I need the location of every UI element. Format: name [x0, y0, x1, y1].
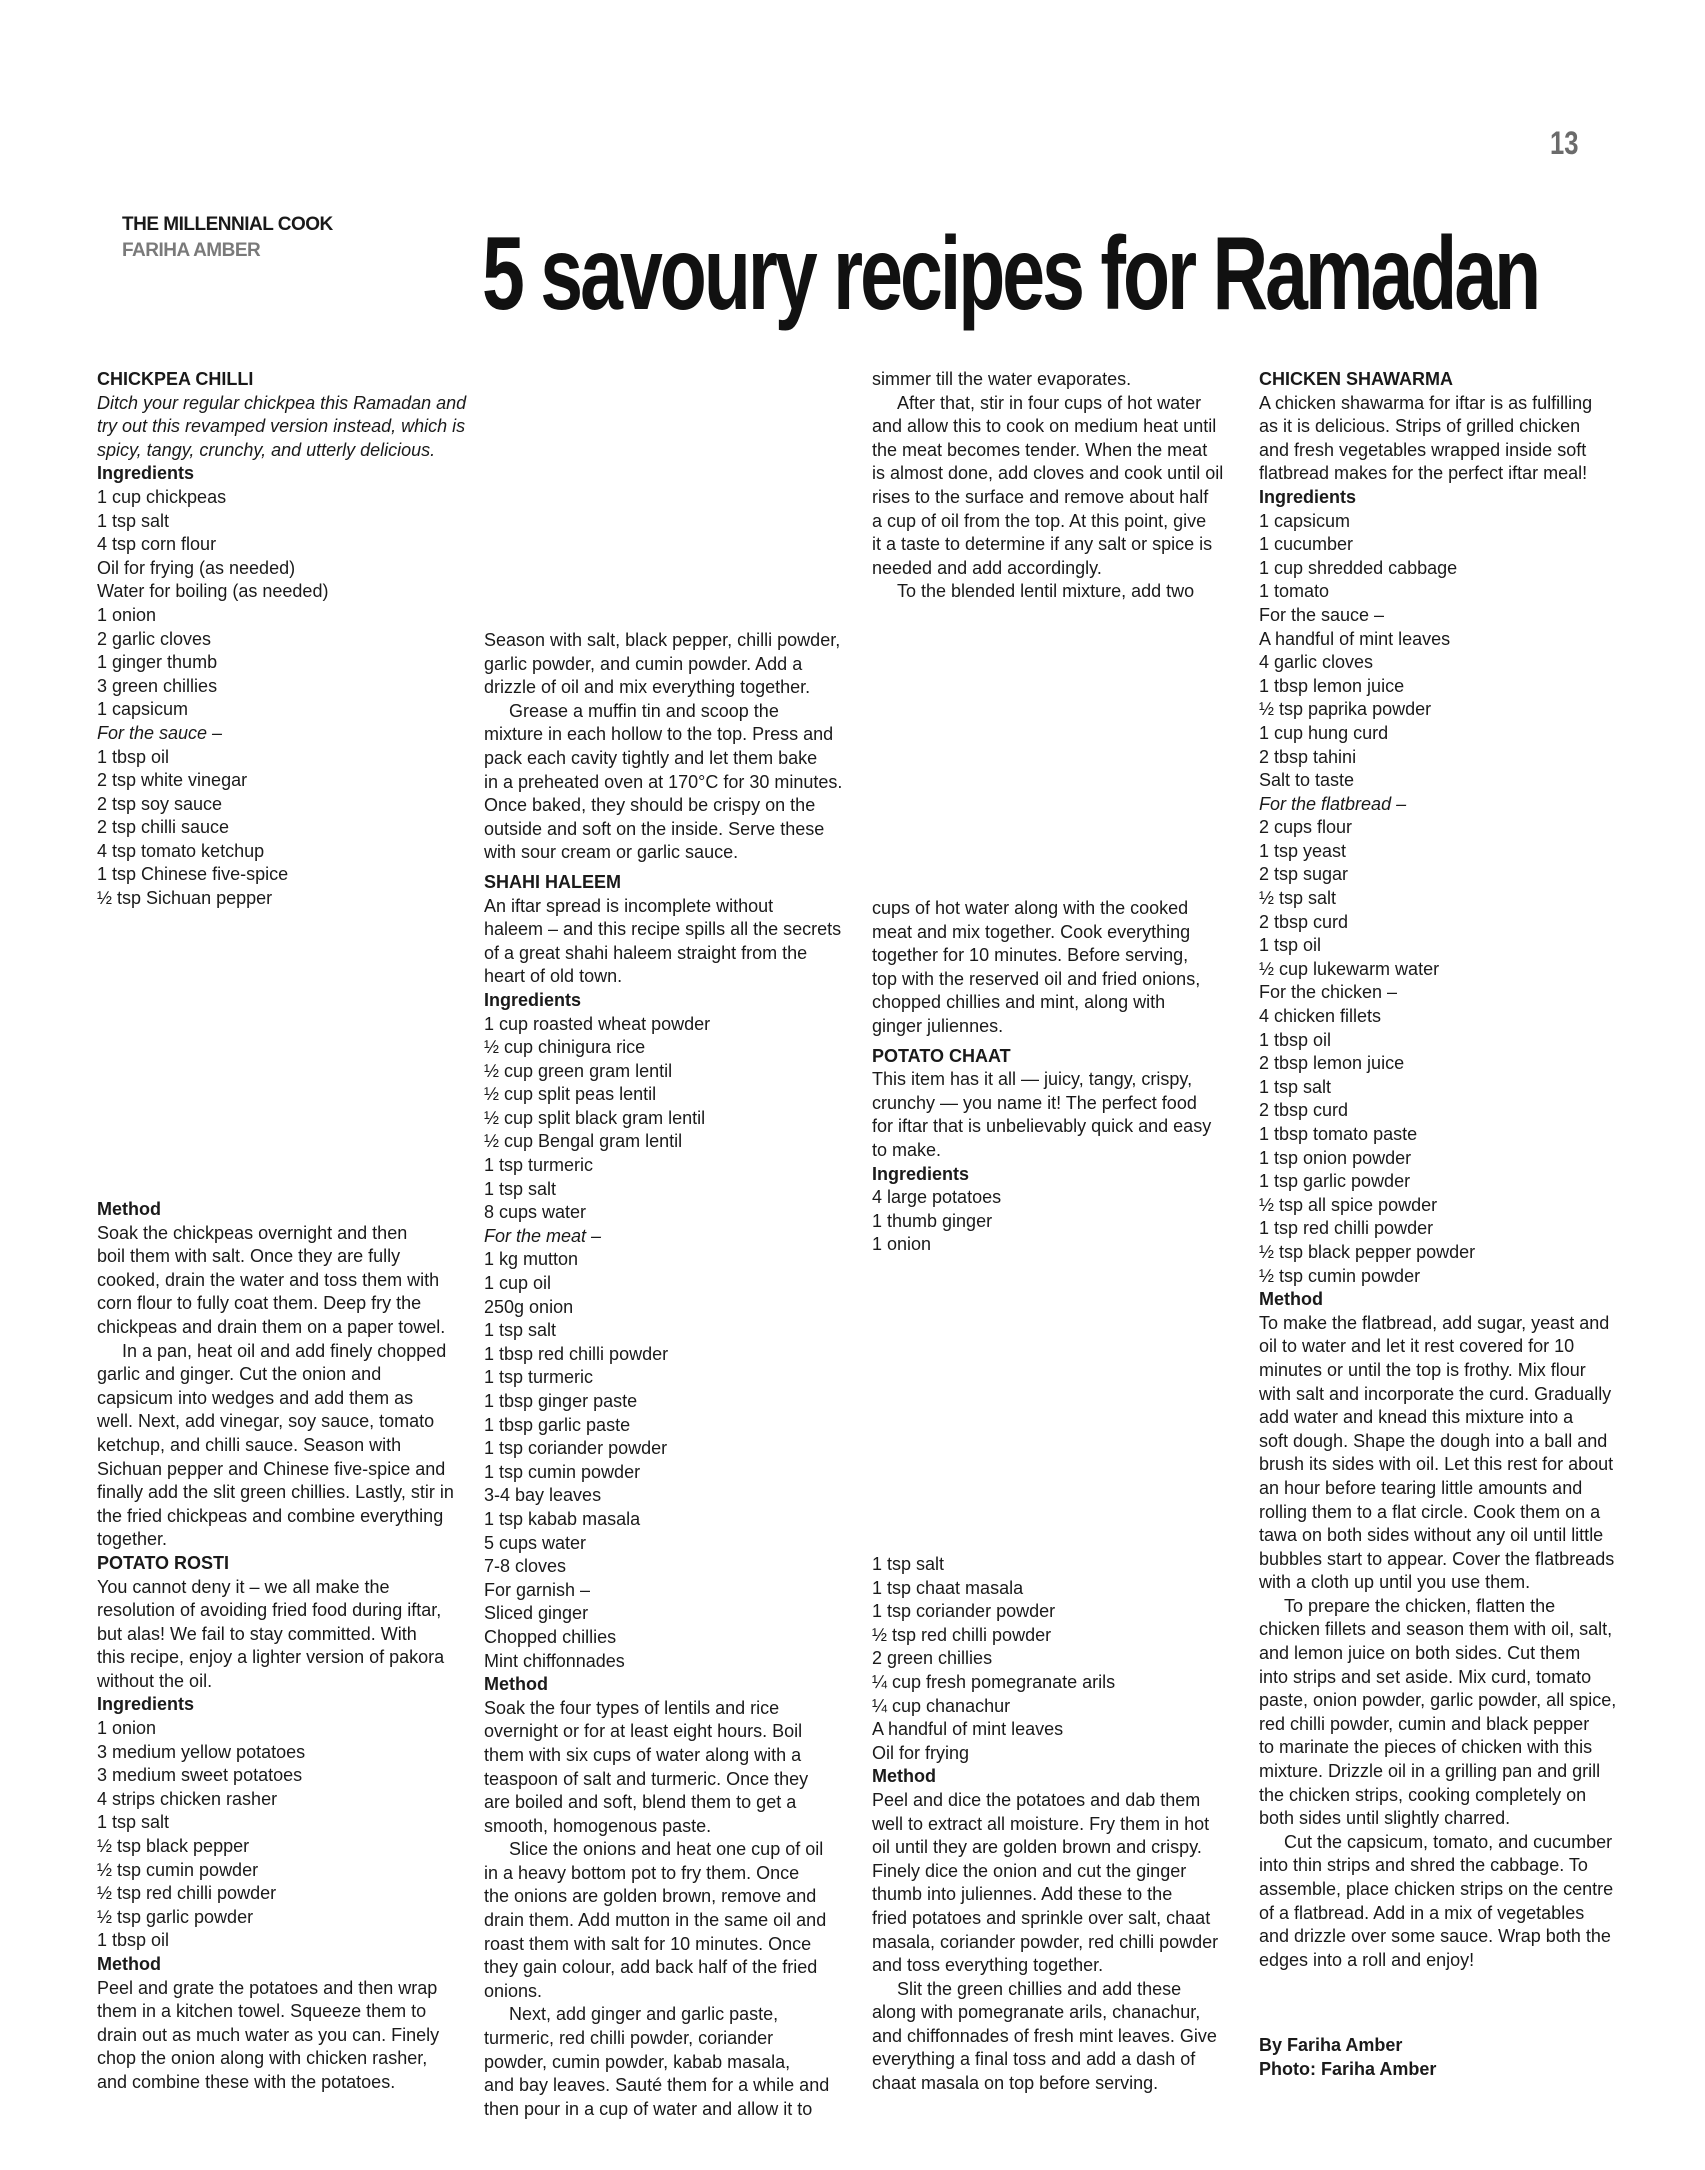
text-line: rises to the surface and remove about half: [872, 486, 1209, 507]
text-line: edges into a roll and enjoy!: [1259, 1949, 1475, 1970]
text-line: Peel and grate the potatoes and then wrap: [97, 1977, 438, 1998]
section-name: THE MILLENNIAL COOK: [122, 214, 333, 235]
text-line: chicken fillets and season them with oil, salt,: [1259, 1619, 1613, 1640]
text-line: and fresh vegetables wrapped inside soft: [1259, 439, 1587, 460]
text-line: ¼ cup chanachur: [872, 1695, 1011, 1716]
text-line: turmeric, red chilli powder, coriander: [484, 2028, 774, 2049]
section-heading: CHICKPEA CHILLI: [97, 369, 254, 389]
text-line: 1 cucumber: [1259, 534, 1354, 555]
text-line: of a flatbread. Add in a mix of vegetables: [1259, 1902, 1585, 1923]
text-line: an hour before tearing little amounts and: [1259, 1477, 1583, 1498]
text-line: chaat masala on top before serving.: [872, 2073, 1159, 2094]
text-line: 1 tsp yeast: [1259, 840, 1347, 861]
byline: [1259, 2034, 1624, 2081]
text-line: ½ cup split peas lentil: [484, 1084, 657, 1105]
section-heading: POTATO CHAAT: [872, 1045, 1011, 1066]
text-line: ½ tsp black pepper powder: [1259, 1241, 1476, 1262]
text-line: cups of hot water along with the cooked: [872, 898, 1189, 918]
text-line: drizzle of oil and mix everything together.: [484, 677, 811, 698]
text-line: 1 onion: [872, 1234, 932, 1255]
text-line: 1 tbsp garlic paste: [484, 1414, 631, 1435]
text-line: 4 strips chicken rasher: [97, 1788, 278, 1809]
text-line: but alas! We fail to stay committed. With: [97, 1623, 417, 1644]
text-line: brush its sides with oil. Let this rest for about: [1259, 1454, 1614, 1475]
text-line: resolution of avoiding fried food during iftar,: [97, 1600, 442, 1621]
text-line: 4 tsp corn flour: [97, 534, 217, 555]
text-line: Sichuan pepper and Chinese five-spice and: [97, 1458, 446, 1479]
text-line: onions.: [484, 1980, 543, 2001]
author-name: FARIHA AMBER: [122, 240, 261, 261]
text-line: Finely dice the onion and cut the ginger: [872, 1860, 1187, 1881]
section-heading: Photo: Fariha Amber: [1259, 2058, 1437, 2079]
text-line: Once baked, they should be crispy on the: [484, 795, 816, 816]
text-line: the fried chickpeas and combine everything: [97, 1505, 444, 1526]
text-line: This item has it all — juicy, tangy, crispy,: [872, 1069, 1193, 1090]
text-line: outside and soft on the inside. Serve these: [484, 818, 825, 839]
text-line: everything a final toss and add a dash of: [872, 2049, 1196, 2070]
text-line: fried potatoes and sprinkle over salt, chaat: [872, 1907, 1211, 1928]
text-line: overnight or for at least eight hours. Boil: [484, 1721, 803, 1742]
text-line: of a great shahi haleem straight from the: [484, 942, 808, 963]
text-line: in a preheated oven at 170°C for 30 minutes.: [484, 771, 843, 792]
text-line: Peel and dice the potatoes and dab them: [872, 1789, 1201, 1810]
section-heading: CHICKEN SHAWARMA: [1259, 369, 1454, 389]
text-line: with sour cream or garlic sauce.: [484, 842, 739, 863]
text-line: Mint chiffonnades: [484, 1650, 625, 1671]
text-line: Grease a muffin tin and scoop the: [509, 700, 779, 721]
text-line: 1 tbsp ginger paste: [484, 1391, 638, 1411]
text-line: a cup of oil from the top. At this point, give: [872, 510, 1207, 531]
text-line: rolling them to a flat circle. Cook them on a: [1259, 1501, 1601, 1522]
text-line: For the meat –: [484, 1225, 602, 1246]
text-line: 1 tsp salt: [97, 510, 170, 531]
text-line: mixture. Drizzle oil in a grilling pan and grill: [1259, 1761, 1601, 1782]
text-line: ½ tsp all spice powder: [1259, 1194, 1438, 1215]
text-line: ½ tsp garlic powder: [97, 1906, 254, 1927]
text-line: ½ tsp cumin powder: [97, 1859, 259, 1880]
text-line: For the flatbread –: [1259, 793, 1407, 814]
text-line: it a taste to determine if any salt or spice is: [872, 534, 1213, 555]
text-line: 1 capsicum: [97, 699, 189, 720]
text-line: and toss everything together.: [872, 1955, 1104, 1976]
column-3-middle: [872, 897, 1242, 1257]
text-line: to make.: [872, 1139, 942, 1160]
text-line: 3 medium yellow potatoes: [97, 1741, 306, 1762]
section-heading: POTATO ROSTI: [97, 1552, 230, 1573]
text-line: For garnish –: [484, 1579, 591, 1600]
text-line: needed and add accordingly.: [872, 557, 1102, 578]
text-line: 1 tsp salt: [97, 1812, 170, 1833]
text-line: and drizzle over some sauce. Wrap both the: [1259, 1926, 1611, 1947]
text-line: 2 green chillies: [872, 1648, 993, 1669]
text-line: drain out as much water as you can. Finely: [97, 2024, 440, 2045]
text-line: finally add the slit green chillies. Lastly, stir in: [97, 1482, 454, 1503]
page-number: 13: [1550, 125, 1579, 161]
text-line: mixture in each hollow to the top. Press and: [484, 724, 834, 745]
text-line: 1 tsp onion powder: [1259, 1147, 1412, 1168]
text-line: A handful of mint leaves: [872, 1719, 1064, 1740]
text-line: without the oil.: [97, 1670, 213, 1691]
text-line: 2 tsp chilli sauce: [97, 817, 230, 838]
text-line: ½ tsp paprika powder: [1259, 699, 1432, 720]
text-line: masala, coriander powder, red chilli powder: [872, 1931, 1219, 1952]
text-line: Chopped chillies: [484, 1626, 617, 1647]
text-line: the chicken strips, cooking completely on: [1259, 1784, 1587, 1805]
text-line: 1 tsp coriander powder: [872, 1601, 1056, 1622]
text-line: capsicum into wedges and add them as: [97, 1387, 414, 1408]
section-heading: Ingredients: [1259, 486, 1357, 507]
column-1-bottom: [97, 1198, 467, 2095]
text-line: 4 garlic cloves: [1259, 652, 1374, 673]
text-line: 2 tsp soy sauce: [97, 793, 223, 814]
text-line: 2 tbsp curd: [1259, 1100, 1349, 1121]
column-3-bottom: [872, 1553, 1242, 2096]
text-line: ½ cup green gram lentil: [484, 1060, 673, 1081]
text-line: garlic powder, and cumin powder. Add a: [484, 653, 803, 674]
text-line: 1 cup hung curd: [1259, 722, 1389, 743]
text-line: well. Next, add vinegar, soy sauce, tomato: [97, 1411, 435, 1432]
section-heading: Method: [1259, 1289, 1323, 1310]
text-line: chopped chillies and mint, along with: [872, 992, 1166, 1013]
text-line: 2 tbsp tahini: [1259, 746, 1357, 767]
text-line: then pour in a cup of water and allow it to: [484, 2098, 813, 2119]
text-line: 1 onion: [97, 604, 157, 625]
text-line: bubbles start to appear. Cover the flatbreads: [1259, 1548, 1615, 1569]
column-4: [1259, 368, 1624, 1972]
text-line: A chicken shawarma for iftar is as fulfilling: [1259, 392, 1593, 413]
text-line: ½ tsp Sichuan pepper: [97, 888, 273, 909]
headline: 5 savoury recipes for Ramadan: [482, 216, 1539, 332]
text-line: Soak the chickpeas overnight and then: [97, 1222, 408, 1243]
text-line: assemble, place chicken strips on the centre: [1259, 1879, 1614, 1899]
text-line: Oil for frying (as needed): [97, 557, 296, 578]
text-line: 2 tbsp lemon juice: [1259, 1053, 1405, 1074]
text-line: and bay leaves. Sauté them for a while and: [484, 2075, 830, 2096]
text-line: 1 cup shredded cabbage: [1259, 557, 1458, 578]
text-line: 1 tbsp oil: [97, 1930, 170, 1951]
text-line: powder, cumin powder, kabab masala,: [484, 2051, 791, 2072]
text-line: To make the flatbread, add sugar, yeast and: [1259, 1312, 1610, 1333]
text-line: 3 green chillies: [97, 675, 218, 696]
text-line: 1 tomato: [1259, 581, 1330, 602]
text-line: 1 ginger thumb: [97, 652, 218, 673]
text-line: 1 tsp coriander powder: [484, 1438, 668, 1459]
text-line: 1 tsp turmeric: [484, 1155, 594, 1176]
text-line: into thin strips and shred the cabbage. To: [1259, 1855, 1588, 1876]
section-heading: Method: [484, 1674, 548, 1695]
text-line: 3-4 bay leaves: [484, 1485, 602, 1506]
text-line: and combine these with the potatoes.: [97, 2071, 396, 2092]
text-line: ½ cup lukewarm water: [1259, 958, 1440, 979]
text-line: ½ cup chinigura rice: [484, 1037, 646, 1058]
text-line: together.: [97, 1529, 168, 1550]
text-line: 1 cup chickpeas: [97, 486, 227, 507]
text-line: 1 tbsp red chilli powder: [484, 1343, 669, 1364]
text-line: 1 tsp Chinese five-spice: [97, 864, 289, 885]
text-line: meat and mix together. Cook everything: [872, 921, 1191, 942]
text-line: 1 tbsp oil: [97, 746, 170, 767]
text-line: 1 tsp kabab masala: [484, 1508, 641, 1529]
text-line: Water for boiling (as needed): [97, 581, 329, 602]
text-line: chickpeas and drain them on a paper towel.: [97, 1316, 446, 1337]
text-line: ginger juliennes.: [872, 1015, 1004, 1036]
text-line: You cannot deny it – we all make the: [97, 1576, 390, 1597]
text-line: in a heavy bottom pot to fry them. Once: [484, 1862, 800, 1883]
text-line: Season with salt, black pepper, chilli powder,: [484, 630, 841, 650]
text-line: For the sauce –: [1259, 604, 1385, 625]
text-line: smooth, homogenous paste.: [484, 1815, 712, 1836]
section-heading: Ingredients: [872, 1163, 970, 1184]
section-heading: Ingredients: [484, 989, 582, 1010]
text-line: with a cloth up until you use them.: [1259, 1572, 1531, 1593]
section-heading: SHAHI HALEEM: [484, 871, 622, 892]
text-line: minutes or until the top is frothy. Mix flour: [1259, 1359, 1586, 1380]
text-line: ½ tsp black pepper: [97, 1836, 250, 1857]
text-line: heart of old town.: [484, 966, 623, 987]
text-line: spicy, tangy, crunchy, and utterly delicious.: [97, 439, 436, 460]
text-line: cooked, drain the water and toss them with: [97, 1269, 440, 1290]
column-2: [484, 629, 854, 2121]
text-line: 2 tbsp curd: [1259, 911, 1349, 932]
text-line: 2 tsp white vinegar: [97, 770, 248, 791]
text-line: Salt to taste: [1259, 770, 1355, 791]
text-line: ½ cup Bengal gram lentil: [484, 1131, 683, 1152]
section-heading: Ingredients: [97, 463, 195, 484]
text-line: and allow this to cook on medium heat until: [872, 416, 1217, 437]
text-line: try out this revamped version instead, which is: [97, 416, 466, 437]
text-line: For the chicken –: [1259, 982, 1398, 1003]
text-line: drain them. Add mutton in the same oil and: [484, 1910, 827, 1931]
text-line: 1 tbsp lemon juice: [1259, 675, 1405, 696]
text-line: ½ tsp salt: [1259, 888, 1337, 909]
text-line: Soak the four types of lentils and rice: [484, 1697, 780, 1718]
text-line: red chilli powder, cumin and black pepper: [1259, 1713, 1590, 1734]
text-line: After that, stir in four cups of hot water: [897, 392, 1202, 413]
section-heading: By Fariha Amber: [1259, 2035, 1403, 2055]
text-line: garlic and ginger. Cut the onion and: [97, 1364, 382, 1385]
text-line: 1 tsp salt: [872, 1554, 945, 1574]
text-line: To prepare the chicken, flatten the: [1284, 1595, 1556, 1616]
text-line: both sides until slightly charred.: [1259, 1808, 1511, 1829]
text-line: 1 kg mutton: [484, 1249, 579, 1270]
text-line: they gain colour, add back half of the fried: [484, 1957, 818, 1978]
text-line: 1 tsp turmeric: [484, 1367, 594, 1388]
column-1-top: [97, 368, 467, 911]
text-line: to marinate the pieces of chicken with this: [1259, 1737, 1593, 1758]
text-line: into strips and set aside. Mix curd, tomato: [1259, 1666, 1592, 1687]
text-line: is almost done, add cloves and cook until oil: [872, 463, 1224, 484]
text-line: For the sauce –: [97, 722, 223, 743]
text-line: Oil for frying: [872, 1742, 970, 1763]
section-heading: Method: [97, 1199, 161, 1219]
text-line: 1 cup oil: [484, 1273, 552, 1294]
text-line: 4 large potatoes: [872, 1187, 1002, 1208]
text-line: oil until they are golden brown and crispy.: [872, 1837, 1202, 1858]
text-line: and chiffonnades of fresh mint leaves. Give: [872, 2025, 1217, 2046]
text-line: the onions are golden brown, remove and: [484, 1886, 817, 1907]
text-line: 1 tbsp oil: [1259, 1029, 1332, 1050]
text-line: To the blended lentil mixture, add two: [897, 581, 1195, 602]
text-line: 1 tsp cumin powder: [484, 1461, 641, 1482]
text-line: 1 tsp red chilli powder: [1259, 1218, 1434, 1239]
section-heading: Method: [97, 1954, 161, 1974]
text-line: ½ cup split black gram lentil: [484, 1107, 706, 1128]
text-line: teaspoon of salt and turmeric. Once they: [484, 1768, 809, 1789]
text-line: as it is delicious. Strips of grilled chicken: [1259, 416, 1581, 437]
text-line: ½ tsp cumin powder: [1259, 1265, 1421, 1286]
section-heading: Method: [872, 1766, 936, 1787]
text-line: 2 cups flour: [1259, 817, 1353, 838]
text-line: boil them with salt. Once they are fully: [97, 1246, 401, 1267]
text-line: them in a kitchen towel. Squeeze them to: [97, 2001, 427, 2022]
text-line: paste, onion powder, garlic powder, all spice,: [1259, 1690, 1617, 1711]
text-line: ½ tsp red chilli powder: [97, 1883, 277, 1904]
text-line: Slit the green chillies and add these: [897, 1978, 1182, 1999]
text-line: ketchup, and chilli sauce. Season with: [97, 1434, 402, 1455]
text-line: roast them with salt for 10 minutes. Once: [484, 1933, 812, 1954]
text-line: 3 medium sweet potatoes: [97, 1765, 303, 1786]
text-line: and lemon juice on both sides. Cut them: [1259, 1643, 1581, 1664]
text-line: 1 tsp salt: [1259, 1076, 1332, 1097]
text-line: soft dough. Shape the dough into a ball and: [1259, 1430, 1608, 1451]
text-line: 2 garlic cloves: [97, 628, 212, 649]
text-line: 7-8 cloves: [484, 1556, 567, 1577]
text-line: 1 tsp chaat masala: [872, 1577, 1024, 1598]
text-line: 1 thumb ginger: [872, 1210, 993, 1231]
text-line: add water and knead this mixture into a: [1259, 1407, 1574, 1428]
text-line: with salt and incorporate the curd. Gradually: [1259, 1383, 1612, 1404]
text-line: corn flour to fully coat them. Deep fry the: [97, 1293, 422, 1314]
text-line: ¼ cup fresh pomegranate arils: [872, 1671, 1116, 1692]
text-line: haleem – and this recipe spills all the secrets: [484, 919, 842, 940]
text-line: Next, add ginger and garlic paste,: [509, 2004, 779, 2025]
text-line: Sliced ginger: [484, 1603, 589, 1624]
text-line: A handful of mint leaves: [1259, 628, 1451, 649]
text-line: flatbread makes for the perfect iftar meal!: [1259, 463, 1588, 484]
text-line: are boiled and soft, blend them to get a: [484, 1792, 797, 1813]
text-line: top with the reserved oil and fried onions,: [872, 968, 1201, 989]
text-line: oil to water and let it rest covered for 10: [1259, 1336, 1575, 1357]
text-line: 1 tsp oil: [1259, 935, 1322, 956]
text-line: for iftar that is unbelievably quick and easy: [872, 1116, 1212, 1137]
text-line: along with pomegranate arils, chanachur,: [872, 2002, 1201, 2023]
text-line: chop the onion along with chicken rasher,: [97, 2048, 428, 2069]
text-line: 1 onion: [97, 1718, 157, 1739]
text-line: In a pan, heat oil and add finely chopped: [122, 1340, 447, 1361]
text-line: Ditch your regular chickpea this Ramadan and: [97, 392, 467, 413]
kicker: [122, 214, 333, 262]
text-line: 1 capsicum: [1259, 510, 1351, 531]
text-line: pack each cavity tightly and let them bake: [484, 747, 818, 768]
text-line: simmer till the water evaporates.: [872, 369, 1132, 389]
text-line: 2 tsp sugar: [1259, 864, 1349, 885]
column-3-top: [872, 368, 1242, 604]
text-line: them with six cups of water along with a: [484, 1744, 802, 1765]
text-line: 1 tsp garlic powder: [1259, 1171, 1411, 1192]
text-line: tawa on both sides without any oil until little: [1259, 1525, 1604, 1546]
text-line: Slice the onions and heat one cup of oil: [509, 1839, 824, 1860]
text-line: this recipe, enjoy a lighter version of pakora: [97, 1647, 445, 1668]
text-line: 4 tsp tomato ketchup: [97, 840, 265, 861]
text-line: 5 cups water: [484, 1532, 587, 1553]
text-line: 1 tsp salt: [484, 1320, 557, 1341]
text-line: 1 tsp salt: [484, 1178, 557, 1199]
text-line: 8 cups water: [484, 1202, 587, 1223]
section-heading: Ingredients: [97, 1694, 195, 1715]
text-line: An iftar spread is incomplete without: [484, 895, 774, 916]
text-line: Cut the capsicum, tomato, and cucumber: [1284, 1831, 1613, 1852]
text-line: 4 chicken fillets: [1259, 1006, 1382, 1027]
text-line: together for 10 minutes. Before serving,: [872, 945, 1189, 966]
text-line: 1 tbsp tomato paste: [1259, 1124, 1418, 1144]
text-line: crunchy — you name it! The perfect food: [872, 1092, 1197, 1113]
text-line: thumb into juliennes. Add these to the: [872, 1884, 1173, 1905]
text-line: well to extract all moisture. Fry them in hot: [872, 1813, 1210, 1834]
text-line: the meat becomes tender. When the meat: [872, 439, 1208, 460]
text-line: 250g onion: [484, 1296, 574, 1317]
text-line: ½ tsp red chilli powder: [872, 1624, 1052, 1645]
text-line: 1 cup roasted wheat powder: [484, 1013, 711, 1034]
